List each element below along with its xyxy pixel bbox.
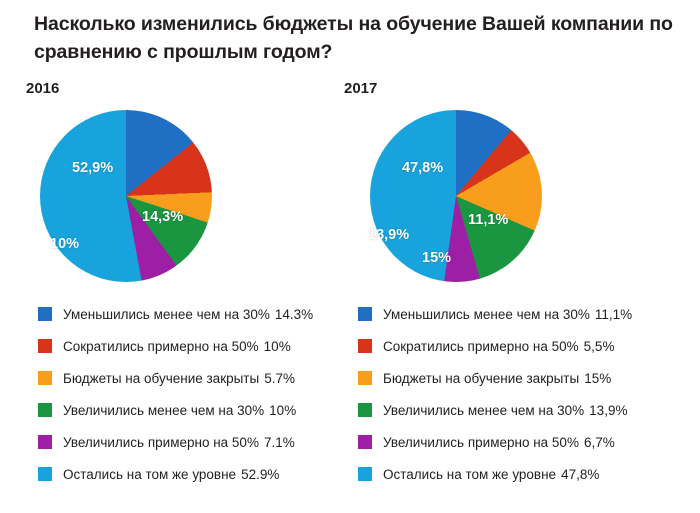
legend-swatch-icon: [38, 371, 52, 385]
legend-value: 11,1%: [594, 306, 633, 322]
slice-label-2016-green: 10%: [50, 236, 80, 252]
legend-swatch-icon: [38, 307, 52, 321]
legend-value: 52.9%: [241, 466, 280, 482]
legend-swatch-icon: [358, 403, 372, 417]
legend-item[interactable]: [38, 330, 313, 362]
slice-label-2017-orange: 15%: [422, 250, 452, 266]
legend-item[interactable]: [38, 362, 313, 394]
legend-label: Уменьшились менее чем на 30%: [383, 306, 590, 322]
legend-item[interactable]: [358, 458, 632, 490]
legend-2016: [38, 298, 313, 490]
legend-label: Бюджеты на обучение закрыты: [383, 370, 580, 386]
legend-swatch-icon: [358, 467, 372, 481]
pie-wrap-2017: [340, 102, 640, 292]
legend-label: Увеличились примерно на 50%: [383, 434, 579, 450]
legend-item[interactable]: [358, 426, 632, 458]
legend-value: 13,9%: [589, 402, 628, 418]
legend-label: Остались на том же уровне: [383, 466, 557, 482]
legend-item[interactable]: [38, 426, 313, 458]
legend-item[interactable]: [38, 394, 313, 426]
legend-swatch-icon: [38, 467, 52, 481]
legend-item[interactable]: [358, 394, 632, 426]
legend-value: 10%: [269, 402, 297, 418]
legend-value: 5.7%: [264, 370, 295, 386]
legend-value: 14.3%: [274, 306, 314, 322]
legend-item[interactable]: [38, 298, 313, 330]
legend-label: Остались на том же уровне: [63, 466, 237, 482]
legend-2017: [358, 298, 632, 490]
slice-label-2016-blue: 14,3%: [142, 209, 184, 225]
year-label-2017: 2017: [344, 80, 378, 97]
year-label-2016: 2016: [26, 80, 60, 97]
legend-label: Уменьшились менее чем на 30%: [63, 306, 270, 322]
legend-swatch-icon: [358, 307, 372, 321]
legend-value: 10%: [263, 338, 291, 354]
legend-item[interactable]: [38, 458, 313, 490]
legend-label: Сократились примерно на 50%: [63, 338, 259, 354]
pie-wrap-2016: [22, 102, 322, 292]
legend-swatch-icon: [38, 435, 52, 449]
slice-label-2016-cyan: 52,9%: [72, 160, 114, 176]
legend-item[interactable]: [358, 298, 632, 330]
legend-value: 47,8%: [561, 466, 600, 482]
page-title: Насколько изменились бюджеты на обучение Вашей компании по сравнению с прошлым годом?: [34, 13, 673, 63]
legend-item[interactable]: [358, 362, 632, 394]
legend-swatch-icon: [38, 403, 52, 417]
chart-panel-2016: [22, 80, 322, 292]
legend-label: Увеличились менее чем на 30%: [63, 402, 265, 418]
legend-value: 5,5%: [583, 338, 615, 354]
legend-value: 6,7%: [583, 434, 615, 450]
legend-swatch-icon: [38, 339, 52, 353]
legend-label: Увеличились менее чем на 30%: [383, 402, 585, 418]
legend-swatch-icon: [358, 339, 372, 353]
legend-swatch-icon: [358, 435, 372, 449]
legend-label: Бюджеты на обучение закрыты: [63, 370, 260, 386]
pie-chart-2017: [370, 110, 542, 282]
slice-label-2017-blue: 11,1%: [468, 212, 509, 228]
legend-item[interactable]: [358, 330, 632, 362]
legend-value: 15%: [584, 370, 612, 386]
pie-chart-2016: [40, 110, 212, 282]
slice-label-2017-green: 13,9%: [368, 227, 410, 243]
legend-value: 7.1%: [263, 434, 295, 450]
legend-swatch-icon: [358, 371, 372, 385]
legend-label: Увеличились примерно на 50%: [63, 434, 259, 450]
slice-label-2017-cyan: 47,8%: [402, 160, 444, 176]
chart-panel-2017: [340, 80, 640, 292]
legend-label: Сократились примерно на 50%: [383, 338, 579, 354]
